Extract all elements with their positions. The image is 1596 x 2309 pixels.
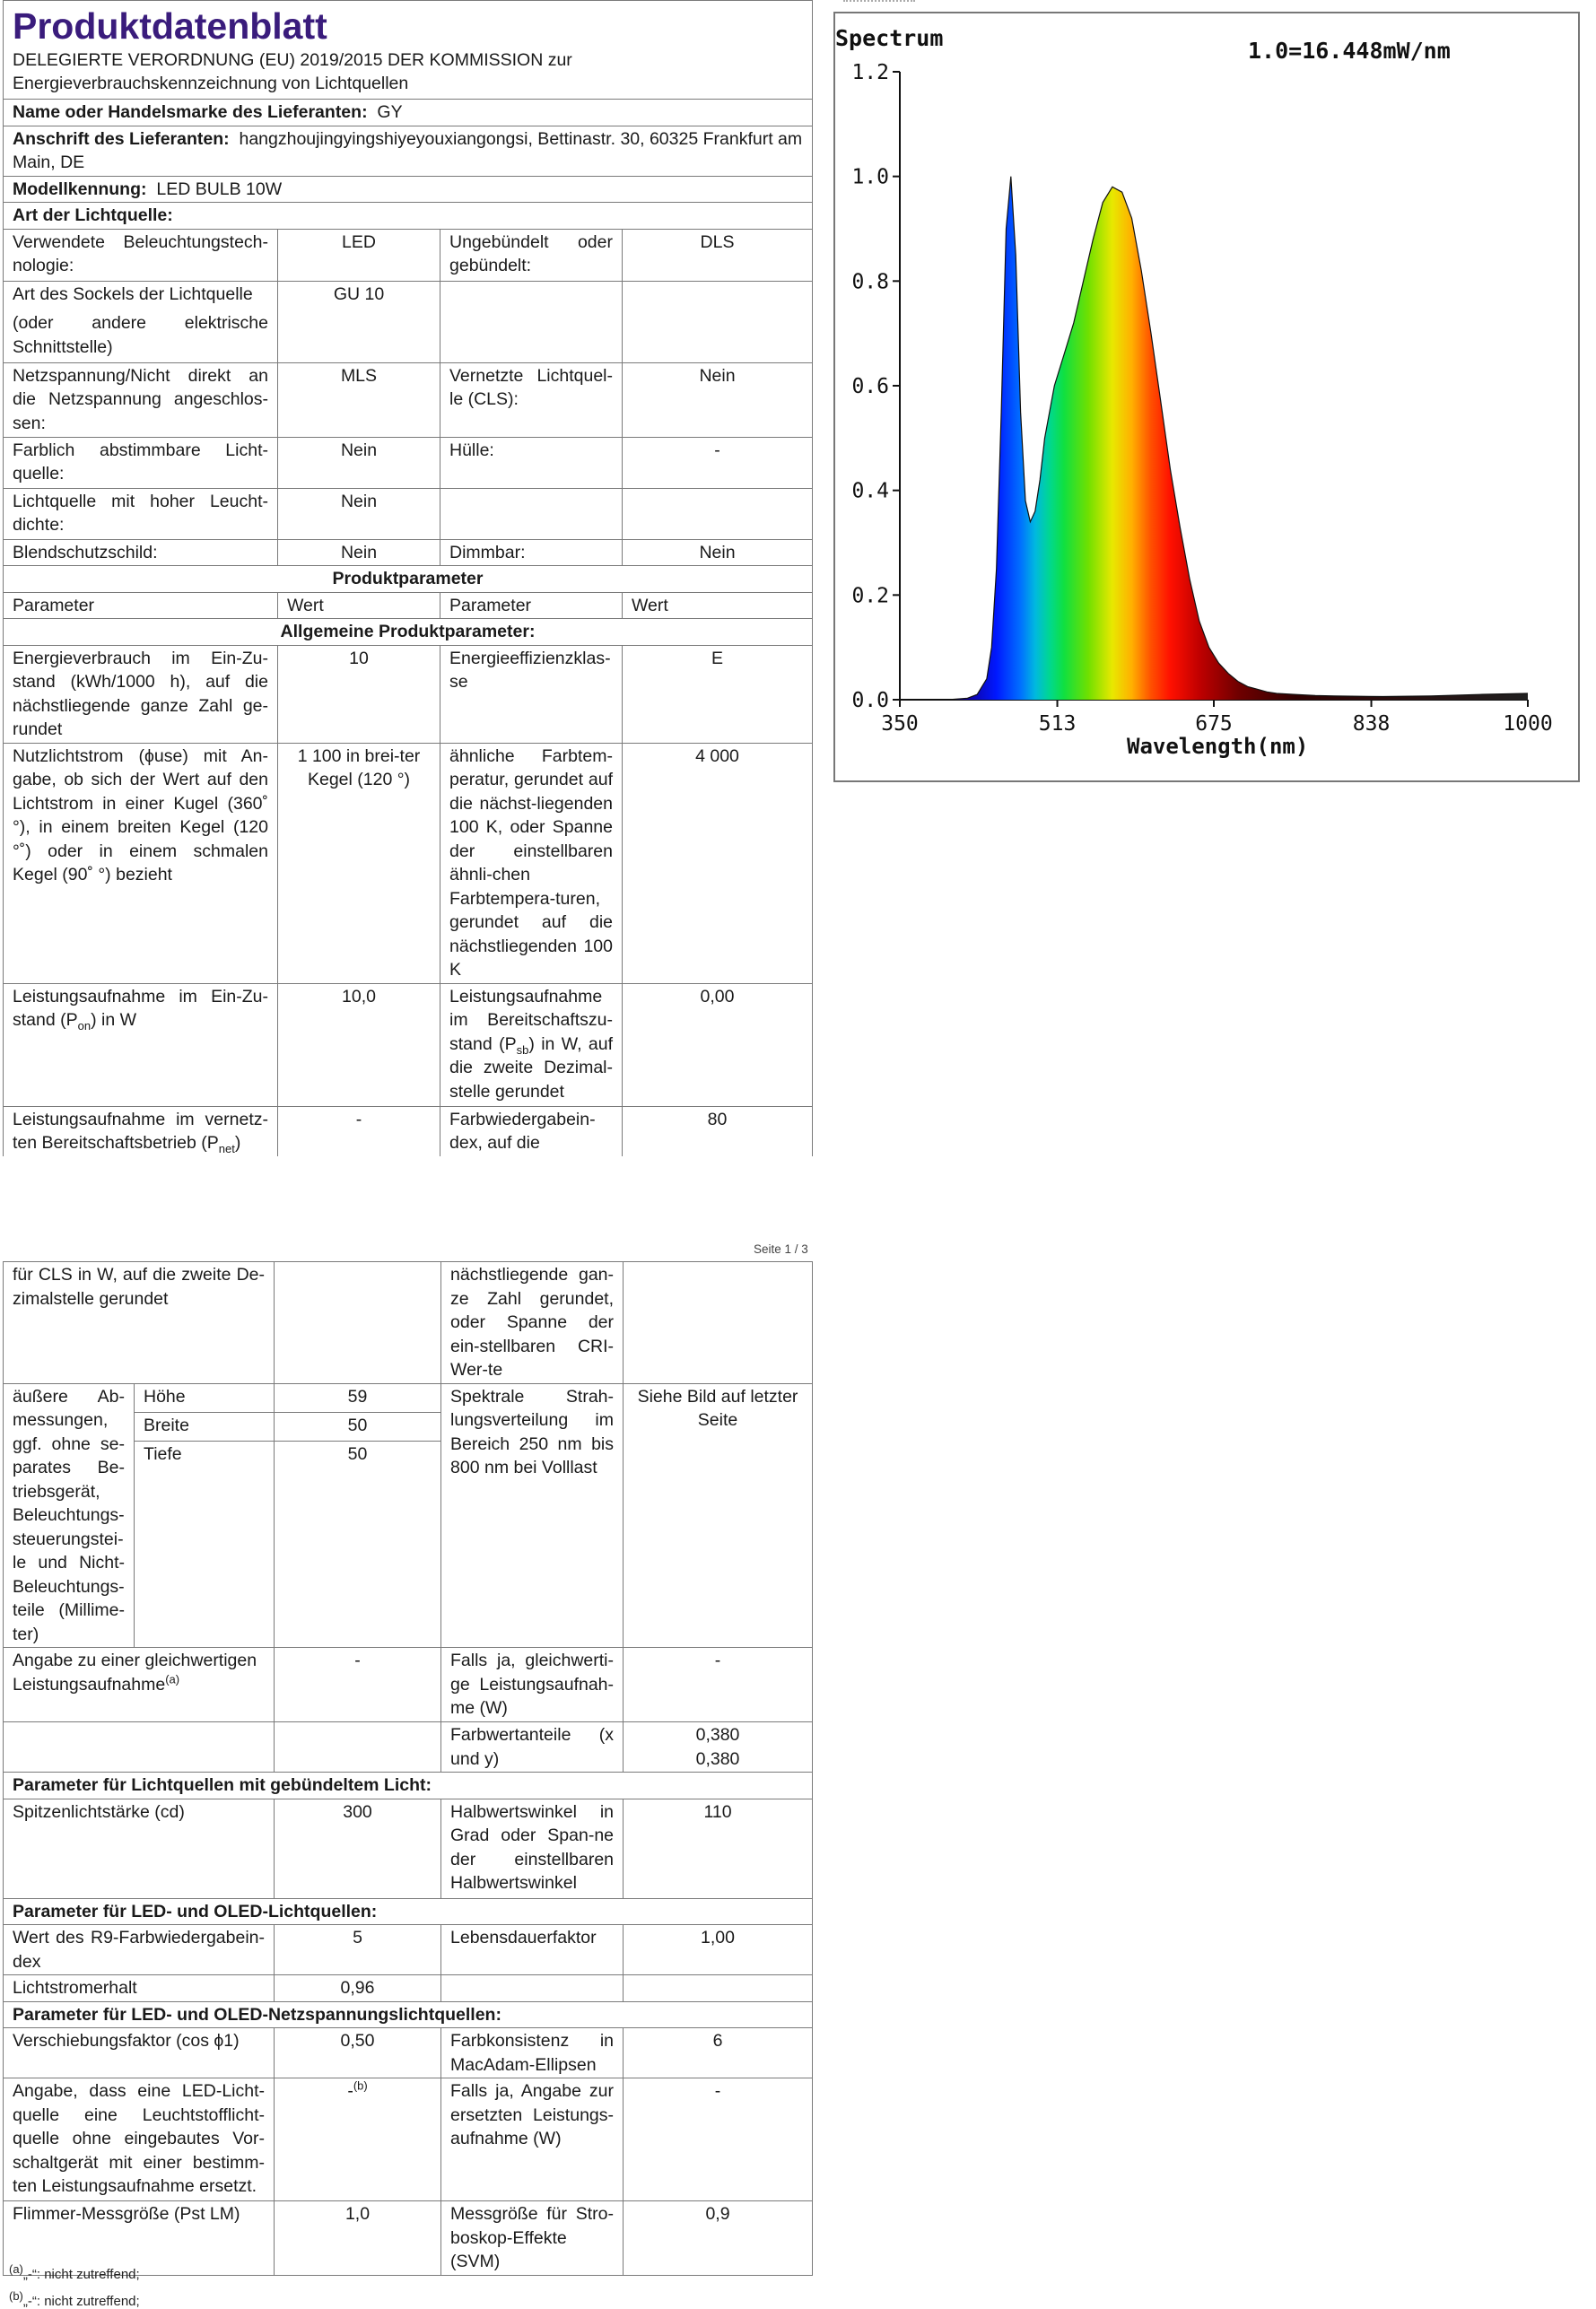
pon-label bbox=[4, 983, 278, 1106]
supplier-name-label: Name oder Handelsmarke des Lieferanten: bbox=[13, 102, 368, 122]
page-number: Seite 1 / 3 bbox=[754, 1242, 808, 1256]
col-param-1: Parameter bbox=[4, 592, 278, 619]
energy-row bbox=[4, 645, 813, 743]
flicker-row bbox=[4, 2201, 813, 2276]
flux-value: 1 100 in brei-ter Kegel (120 °) bbox=[278, 743, 440, 983]
y-tick-label: 0.4 bbox=[851, 479, 889, 503]
pnet-label bbox=[4, 1106, 278, 1156]
width-label: Breite bbox=[135, 1412, 275, 1441]
lumen-value: 0,96 bbox=[275, 1975, 441, 2002]
peak-label: Spitzenlichtstärke (cd) bbox=[4, 1799, 275, 1898]
product-params-heading-row bbox=[4, 566, 813, 593]
high-luminance-value: Nein bbox=[278, 488, 440, 539]
general-params-heading-row bbox=[4, 619, 813, 646]
peak-row bbox=[4, 1799, 813, 1898]
beam-value: 110 bbox=[624, 1799, 813, 1898]
beam-label: Halbwertswinkel in Grad oder Span-ne der einstellbaren Halbwertswinkel bbox=[441, 1799, 624, 1898]
pnet-label-text: Leistungsaufnahme im vernetz-ten Bereitschaftsbetrieb (P bbox=[13, 1109, 268, 1153]
regulation-text: DELEGIERTE VERORDNUNG (EU) 2019/2015 DER KOMMISSION zur Energieverbrauchskennzeichnung von Lichtquellen bbox=[13, 50, 572, 93]
pnet-value: - bbox=[278, 1106, 440, 1156]
x-tick-label: 1000 bbox=[1503, 712, 1553, 736]
tunable-row bbox=[4, 437, 813, 488]
x-tick-label: 675 bbox=[1195, 712, 1233, 736]
energy-class-label: Energieeffizienzklas-se bbox=[440, 645, 623, 743]
flicker-label: Flimmer-Messgröße (Pst LM) bbox=[4, 2201, 275, 2276]
psb-value: 0,00 bbox=[623, 983, 813, 1106]
dims-label: äußere Ab-messungen, ggf. ohne se-parates Be-triebsgerät, Beleuchtungs-steuerungstei-le und Nicht-Beleuchtungs-teile (Millime-ter) bbox=[4, 1383, 135, 1648]
psb-label bbox=[440, 983, 623, 1106]
supplier-name: GY bbox=[377, 102, 403, 122]
macadam-label: Farbkonsistenz in MacAdam-Ellipsen bbox=[441, 2028, 624, 2078]
flux-label: Nutzlichtstrom (ϕuse) mit An-gabe, ob sich der Wert auf den Lichtstrom in einer Kugel (360˚ °), in einem breiten Kegel (120 °˚) oder in einem schmalen Kegel (90˚ °) bezieht bbox=[4, 743, 278, 983]
chromaticity-y: 0,380 bbox=[695, 1748, 740, 1769]
technology-value: LED bbox=[278, 229, 440, 281]
psb-label-text: Leistungsaufnahme im Bereitschaftszu-stand (P bbox=[449, 986, 613, 1054]
y-tick-label: 1.2 bbox=[851, 61, 889, 84]
pnet-continuation: für CLS in W, auf die zweite De-zimalstelle gerundet bbox=[4, 1262, 275, 1384]
flux-row bbox=[4, 743, 813, 983]
supplier-address: hangzhoujingyingshiyeyouxiangongsi, Bettinastr. 30, 60325 Frankfurt am Main, DE bbox=[13, 128, 803, 172]
pon-label-unit: ) in W bbox=[91, 1010, 137, 1030]
equivalent-sup: (a) bbox=[165, 1672, 180, 1686]
energy-class-value: E bbox=[623, 645, 813, 743]
col-value-2: Wert bbox=[623, 592, 813, 619]
high-luminance-row bbox=[4, 488, 813, 539]
col-value-1: Wert bbox=[278, 592, 440, 619]
y-tick-label: 0.0 bbox=[851, 689, 889, 712]
technology-row bbox=[4, 229, 813, 281]
chart-title: Spectrum bbox=[835, 25, 944, 51]
cap-row bbox=[4, 281, 813, 362]
y-tick-labels bbox=[851, 61, 900, 712]
cct-label: ähnliche Farbtem-peratur, gerundet auf die nächst-liegenden 100 K, oder Spanne der einstellbaren ähnli-chen Farbtempera-turen, gerundet auf die nächstliegenden 100 K bbox=[440, 743, 623, 983]
dimmable-value: Nein bbox=[623, 539, 813, 566]
cri-label: Farbwiedergabein-dex, auf die bbox=[440, 1106, 623, 1156]
power-row bbox=[4, 983, 813, 1106]
pnet-label-unit: ) bbox=[234, 1133, 241, 1153]
model-id: LED BULB 10W bbox=[156, 179, 283, 199]
col-param-2: Parameter bbox=[440, 592, 623, 619]
replacement-label: Angabe, dass eine LED-Licht-quelle eine Leuchtstofflicht-quelle ohne eingebautes Vor-schaltgerät mit einer bestimm-ten Leistungsaufnahme ersetzt. bbox=[4, 2078, 275, 2201]
width-value: 50 bbox=[275, 1412, 441, 1441]
mains-heading-row bbox=[4, 2001, 813, 2028]
mains-row bbox=[4, 362, 813, 437]
height-value: 59 bbox=[275, 1383, 441, 1412]
cos-value: 0,50 bbox=[275, 2028, 441, 2078]
life-value: 1,00 bbox=[624, 1925, 813, 1975]
chromaticity-x: 0,380 bbox=[695, 1725, 740, 1745]
cont-empty bbox=[275, 1262, 441, 1384]
chromaticity-row bbox=[4, 1722, 813, 1773]
equivalent-row bbox=[4, 1648, 813, 1722]
footnote-b-text: „-“: nicht zutreffend; bbox=[22, 2294, 140, 2309]
focus-value: DLS bbox=[623, 229, 813, 281]
chroma-empty-2 bbox=[275, 1722, 441, 1773]
supplier-name-row bbox=[4, 100, 813, 126]
equivalent-value: - bbox=[275, 1648, 441, 1722]
envelope-value: - bbox=[623, 437, 813, 488]
chart-annotation: 1.0=16.448mW/nm bbox=[1248, 38, 1451, 64]
pnet-row bbox=[4, 1106, 813, 1156]
cri-value: 80 bbox=[623, 1106, 813, 1156]
cap-value: GU 10 bbox=[278, 281, 440, 362]
pnet-sub: net bbox=[218, 1141, 235, 1155]
equivalent-label bbox=[4, 1648, 275, 1722]
y-tick-label: 1.0 bbox=[851, 165, 889, 189]
r9-label: Wert des R9-Farbwiedergabein-dex bbox=[4, 1925, 275, 1975]
datasheet-table-part-2 bbox=[3, 1261, 813, 2276]
chromaticity-values bbox=[624, 1722, 813, 1773]
glare-value: Nein bbox=[278, 539, 440, 566]
model-label: Modellkennung: bbox=[13, 179, 147, 199]
light-source-type-row bbox=[4, 203, 813, 230]
cap-label: Art des Sockels der Lichtquelle bbox=[13, 283, 253, 304]
x-tick-labels bbox=[881, 700, 1552, 736]
pon-value: 10,0 bbox=[278, 983, 440, 1106]
x-tick-label: 838 bbox=[1352, 712, 1391, 736]
page-edge-fragment bbox=[843, 0, 915, 5]
footnote-a-text: „-“: nicht zutreffend; bbox=[22, 2267, 140, 2282]
general-params-heading: Allgemeine Produktparameter: bbox=[4, 619, 813, 646]
pon-label-text: Leistungsaufnahme im Ein-Zu-stand (P bbox=[13, 986, 268, 1030]
footnote-b-mark: (b) bbox=[9, 2289, 23, 2303]
energy-label: Energieverbrauch im Ein-Zu-stand (kWh/1000 h), auf die nächstliegende ganze Zahl ge-rundet bbox=[4, 645, 278, 743]
life-label: Lebensdauerfaktor bbox=[441, 1925, 624, 1975]
spectrum-chart-svg bbox=[835, 13, 1578, 780]
hl-empty-2 bbox=[623, 488, 813, 539]
column-header-row bbox=[4, 592, 813, 619]
cos-label: Verschiebungsfaktor (cos ϕ1) bbox=[4, 2028, 275, 2078]
svm-value: 0,9 bbox=[624, 2201, 813, 2276]
y-tick-label: 0.8 bbox=[851, 270, 889, 294]
replacement-power-label: Falls ja, Angabe zur ersetzten Leistungs-aufnahme (W) bbox=[441, 2078, 624, 2201]
depth-label: Tiefe bbox=[135, 1442, 275, 1648]
dimmable-label: Dimmbar: bbox=[440, 539, 623, 566]
hl-empty-1 bbox=[440, 488, 623, 539]
lumen-row bbox=[4, 1975, 813, 2002]
dls-heading-row bbox=[4, 1773, 813, 1799]
cls-value: Nein bbox=[623, 362, 813, 437]
mains-value: MLS bbox=[278, 362, 440, 437]
spectrum-series bbox=[900, 177, 1528, 700]
replacement-value bbox=[275, 2078, 441, 2201]
led-heading-row bbox=[4, 1898, 813, 1925]
lumen-empty-1 bbox=[441, 1975, 624, 2002]
spd-value: Siehe Bild auf letzter Seite bbox=[624, 1383, 813, 1648]
tunable-label: Farblich abstimmbare Licht-quelle: bbox=[4, 437, 278, 488]
focus-label: Ungebündelt oder gebündelt: bbox=[440, 229, 623, 281]
peak-value: 300 bbox=[275, 1799, 441, 1898]
dims-row-height bbox=[4, 1383, 813, 1412]
spectrum-area bbox=[900, 177, 1528, 700]
pon-sub: on bbox=[77, 1018, 92, 1033]
y-tick-label: 0.6 bbox=[851, 375, 889, 398]
continuation-row bbox=[4, 1262, 813, 1384]
footnote-a-mark: (a) bbox=[9, 2262, 23, 2276]
r9-value: 5 bbox=[275, 1925, 441, 1975]
equivalent-power-label: Falls ja, gleichwerti-ge Leistungsaufnah-me (W) bbox=[441, 1648, 624, 1722]
supplier-address-label: Anschrift des Lieferanten: bbox=[13, 128, 230, 149]
svm-label: Messgröße für Stro-boskop-Effekte (SVM) bbox=[441, 2201, 624, 2276]
light-source-type-heading: Art der Lichtquelle: bbox=[4, 203, 813, 230]
spectrum-chart bbox=[833, 12, 1580, 782]
replacement-row bbox=[4, 2078, 813, 2201]
cap-empty-2 bbox=[623, 281, 813, 362]
model-row bbox=[4, 176, 813, 203]
r9-row bbox=[4, 1925, 813, 1975]
macadam-value: 6 bbox=[624, 2028, 813, 2078]
product-params-heading: Produktparameter bbox=[4, 566, 813, 593]
replacement-value-text: - bbox=[347, 2081, 353, 2101]
x-tick-label: 350 bbox=[881, 712, 919, 736]
lumen-label: Lichtstromerhalt bbox=[4, 1975, 275, 2002]
y-tick-label: 0.2 bbox=[851, 584, 889, 608]
height-label: Höhe bbox=[135, 1383, 275, 1412]
high-luminance-label: Lichtquelle mit hoher Leucht-dichte: bbox=[4, 488, 278, 539]
cls-label: Vernetzte Lichtquel-le (CLS): bbox=[440, 362, 623, 437]
cri-continuation: nächstliegende gan-ze Zahl gerundet, oder Spanne der ein-stellbaren CRI-Wer-te bbox=[441, 1262, 624, 1384]
equivalent-power-value: - bbox=[624, 1648, 813, 1722]
replacement-sup: (b) bbox=[353, 2078, 368, 2093]
x-axis-label: Wavelength(nm) bbox=[1127, 734, 1309, 759]
datasheet-table-part-1 bbox=[3, 0, 813, 1156]
psb-label-unit: ) in W, auf die zweite Dezimal-stelle gerundet bbox=[449, 1033, 614, 1102]
x-tick-label: 513 bbox=[1038, 712, 1077, 736]
replacement-power-value: - bbox=[624, 2078, 813, 2201]
tunable-value: Nein bbox=[278, 437, 440, 488]
envelope-label: Hülle: bbox=[440, 437, 623, 488]
flicker-value: 1,0 bbox=[275, 2201, 441, 2276]
equivalent-label-text: Angabe zu einer gleichwertigen Leistungsaufnahme bbox=[13, 1651, 257, 1695]
glare-row bbox=[4, 539, 813, 566]
footnote-a bbox=[9, 2262, 140, 2282]
cap-label-2: (oder andere elektrische Schnittstelle) bbox=[13, 313, 268, 357]
cont-empty-2 bbox=[624, 1262, 813, 1384]
chroma-empty-1 bbox=[4, 1722, 275, 1773]
lumen-empty-2 bbox=[624, 1975, 813, 2002]
led-heading: Parameter für LED- und OLED-Lichtquellen: bbox=[4, 1898, 813, 1925]
depth-value: 50 bbox=[275, 1442, 441, 1648]
title-row bbox=[4, 1, 813, 100]
energy-value: 10 bbox=[278, 645, 440, 743]
dls-heading: Parameter für Lichtquellen mit gebündeltem Licht: bbox=[4, 1773, 813, 1799]
cos-row bbox=[4, 2028, 813, 2078]
mains-label: Netzspannung/Nicht direkt an die Netzspannung angeschlos-sen: bbox=[4, 362, 278, 437]
chromaticity-label: Farbwertanteile (x und y) bbox=[441, 1722, 624, 1773]
mains-heading: Parameter für LED- und OLED-Netzspannungslichtquellen: bbox=[4, 2001, 813, 2028]
glare-label: Blendschutzschild: bbox=[4, 539, 278, 566]
spd-label: Spektrale Strah-lungsverteilung im Bereich 250 nm bis 800 nm bei Volllast bbox=[441, 1383, 624, 1648]
cap-empty-1 bbox=[440, 281, 623, 362]
psb-sub: sb bbox=[516, 1042, 529, 1057]
page-title: Produktdatenblatt bbox=[13, 5, 327, 47]
cct-value: 4 000 bbox=[623, 743, 813, 983]
technology-label: Verwendete Beleuchtungstech-nologie: bbox=[4, 229, 278, 281]
supplier-address-row bbox=[4, 126, 813, 176]
